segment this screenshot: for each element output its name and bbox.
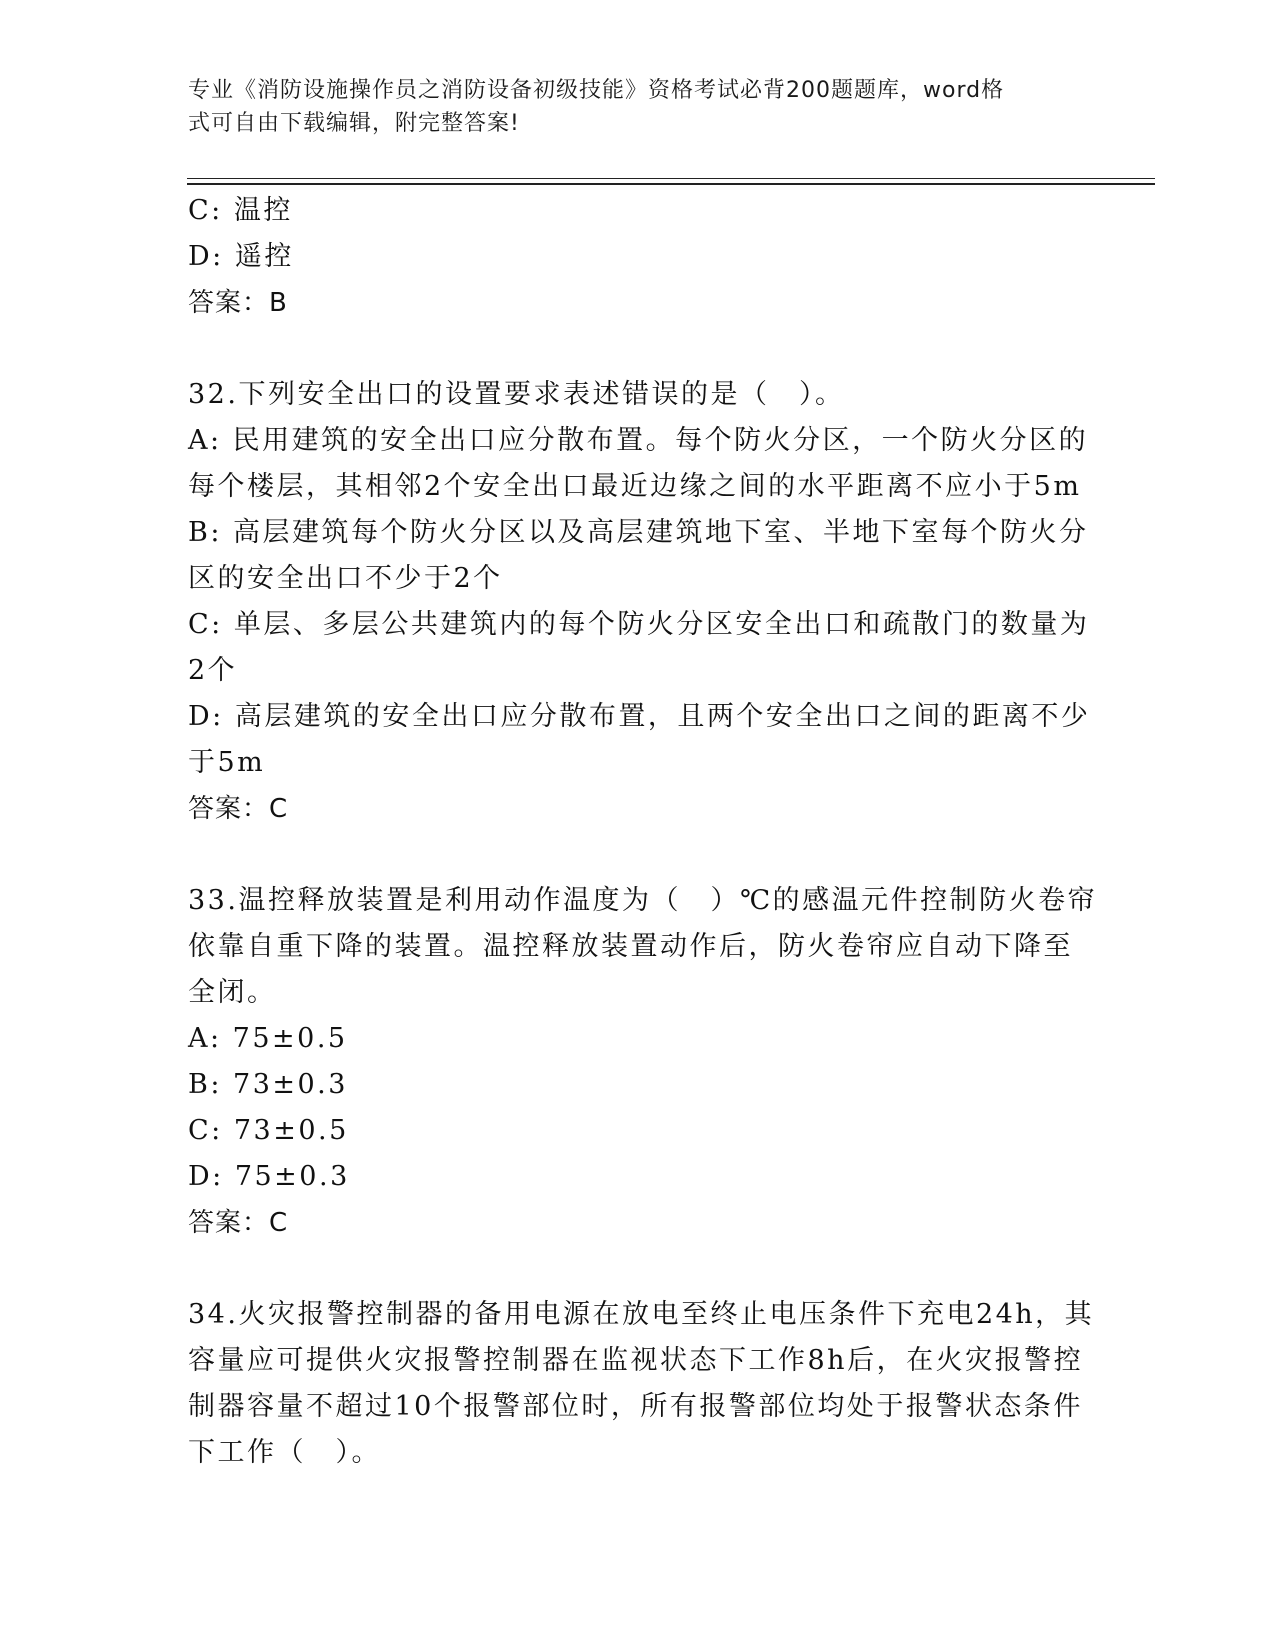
q33-question-line-1: 33.温控释放装置是利用动作温度为（ ）℃的感温元件控制防火卷帘 [188,885,1098,916]
q34-question-line-2: 容量应可提供火灾报警控制器在监视状态下工作8h后，在火灾报警控 [188,1345,1084,1376]
header-line-1: 专业《消防设施操作员之消防设备初级技能》资格考试必背200题题库，word格 [188,78,1005,103]
question-content [188,188,1098,1476]
question-33 [188,878,1098,1246]
q33-option-b: B: 73±0.3 [188,1069,348,1100]
q32-option-a-line-1: A: 民用建筑的安全出口应分散布置。每个防火分区，一个防火分区的 [188,425,1089,456]
q32-option-d-line-2: 于5m [188,747,266,778]
q32-option-a-line-2: 每个楼层，其相邻2个安全出口最近边缘之间的水平距离不应小于5m [188,471,1082,502]
q33-option-d: D: 75±0.3 [188,1161,350,1192]
q32-option-d-line-1: D: 高层建筑的安全出口应分散布置，且两个安全出口之间的距离不少 [188,701,1091,732]
q33-option-a: A: 75±0.5 [188,1023,348,1054]
q34-question-line-3: 制器容量不超过10个报警部位时，所有报警部位均处于报警状态条件 [188,1391,1083,1422]
q32-option-c-line-1: C: 单层、多层公共建筑内的每个防火分区安全出口和疏散门的数量为 [188,609,1090,640]
page-header [188,74,1088,140]
q32-option-b-line-2: 区的安全出口不少于2个 [188,563,503,594]
q32-answer: 答案：C [188,794,289,824]
header-line-2: 式可自由下载编辑，附完整答案! [188,111,520,136]
question-31 [188,188,1088,326]
q32-question: 32.下列安全出口的设置要求表述错误的是（ ）。 [188,379,845,410]
q32-option-c-line-2: 2个 [188,655,238,686]
q31-answer: 答案：B [188,288,288,318]
spacer [188,326,1088,372]
q34-question-line-1: 34.火灾报警控制器的备用电源在放电至终止电压条件下充电24h，其 [188,1299,1095,1330]
q33-answer: 答案：C [188,1208,289,1238]
q34-question-line-4: 下工作（ ）。 [188,1437,381,1468]
question-34 [188,1292,1095,1476]
header-rule-thin [187,178,1155,179]
header-rule-thick [187,183,1155,185]
q31-option-c: C: 温控 [188,195,293,226]
q33-question-line-2: 依靠自重下降的装置。温控释放装置动作后，防火卷帘应自动下降至 [188,931,1073,962]
q31-option-d: D: 遥控 [188,241,294,272]
spacer [188,832,1088,878]
q33-question-line-3: 全闭。 [188,977,277,1008]
spacer [188,1246,1088,1292]
q33-option-c: C: 73±0.5 [188,1115,349,1146]
q32-option-b-line-1: B: 高层建筑每个防火分区以及高层建筑地下室、半地下室每个防火分 [188,517,1089,548]
question-32 [188,372,1091,832]
